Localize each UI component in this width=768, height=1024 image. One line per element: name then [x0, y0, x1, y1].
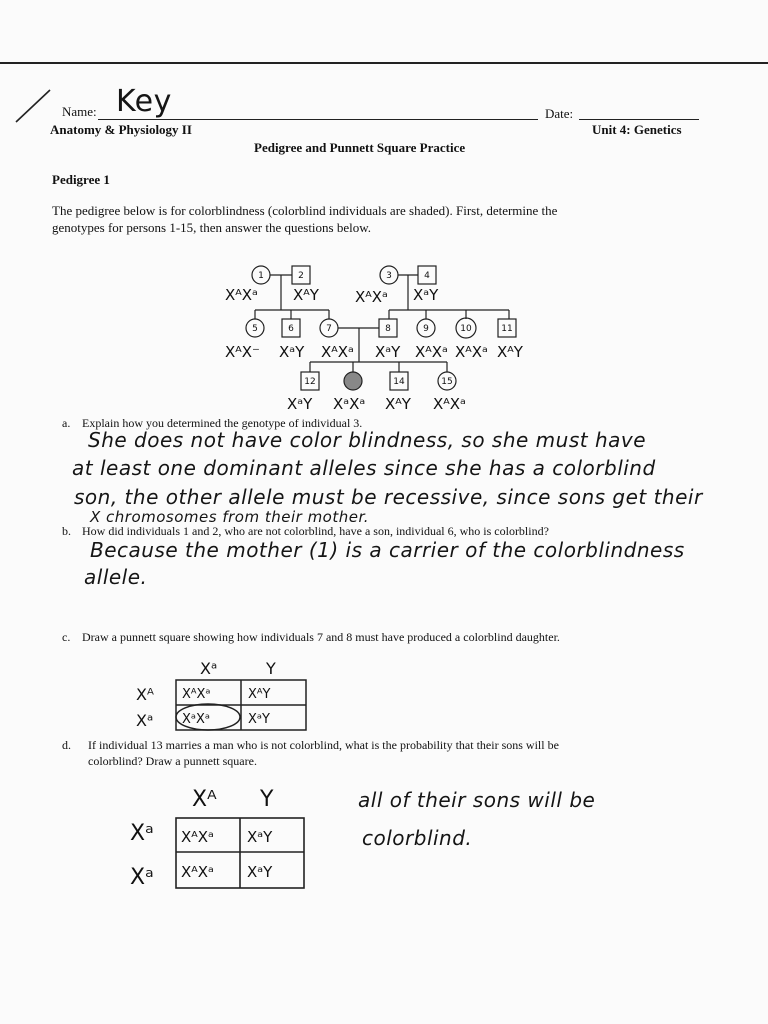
answer-b-line-2: allele. [84, 565, 148, 589]
punnett-c-cell-1-2: XᴬY [248, 687, 271, 702]
question-b-text: How did individuals 1 and 2, who are not colorblind, have a son, individual 6, who is colorblind? [82, 524, 549, 538]
person-10-label: 10 [460, 324, 472, 334]
name-label: Name: [62, 104, 97, 119]
person-5-label: 5 [252, 324, 258, 334]
person-10-genotype: XᴬXᵃ [455, 343, 488, 361]
punnett-square-d [126, 772, 326, 902]
punnett-d-cell-1-1: XᴬXᵃ [181, 828, 214, 846]
punnett-d-cell-2-2: XᵃY [247, 863, 273, 881]
punnett-c-cell-2-2: XᵃY [248, 712, 270, 727]
date-underline [579, 119, 699, 120]
person-11-genotype: XᴬY [497, 343, 523, 361]
person-4-label: 4 [424, 271, 430, 281]
course-title: Anatomy & Physiology II [50, 122, 192, 137]
name-underline [98, 119, 538, 120]
punnett-c-col-1: Xᵃ [200, 659, 218, 678]
question-b-label: b. [62, 524, 71, 538]
person-8-genotype: XᵃY [375, 343, 401, 361]
date-label: Date: [545, 106, 574, 121]
person-5-genotype: XᴬX⁻ [225, 343, 260, 361]
person-15-genotype: XᴬXᵃ [433, 395, 466, 413]
person-7-label: 7 [326, 324, 332, 334]
punnett-c-row-1: Xᴬ [136, 685, 154, 704]
punnett-d-col-2: Y [260, 787, 274, 812]
person-6-label: 6 [288, 324, 294, 334]
person-8-label: 8 [385, 324, 391, 334]
person-9-genotype: XᴬXᵃ [415, 343, 448, 361]
person-14-genotype: XᴬY [385, 395, 411, 413]
answer-a-line-3: son, the other allele must be recessive, since sons get their [74, 485, 703, 509]
person-13-genotype: XᵃXᵃ [333, 395, 366, 413]
answer-b-line-1: Because the mother (1) is a carrier of the colorblindness [90, 538, 685, 562]
page-top-rule [0, 62, 768, 64]
question-c-label: c. [62, 630, 71, 644]
answer-a-line-4: X chromosomes from their mother. [90, 508, 370, 526]
intro-line-2: genotypes for persons 1-15, then answer the questions below. [52, 220, 372, 235]
punnett-d-row-1: Xᵃ [130, 821, 154, 846]
person-7-genotype: XᴬXᵃ [321, 343, 354, 361]
person-14-label: 14 [393, 377, 405, 387]
punnett-d-col-1: Xᴬ [192, 787, 217, 812]
unit-title: Unit 4: Genetics [592, 122, 682, 137]
answer-d-line-2: colorblind. [362, 826, 473, 850]
pedigree-chart [215, 262, 545, 418]
punnett-d-cell-1-2: XᵃY [247, 828, 273, 846]
section-title: Pedigree 1 [52, 172, 110, 187]
question-d-text-2: colorblind? Draw a punnett square. [88, 754, 257, 768]
answer-a-line-1: She does not have color blindness, so she must have [88, 428, 647, 452]
person-4-genotype: XᵃY [413, 286, 439, 304]
punnett-c-cell-2-1: XᵃXᵃ [182, 712, 210, 727]
person-15-label: 15 [441, 377, 453, 387]
punnett-c-col-2: Y [266, 659, 276, 678]
person-13-symbol [344, 372, 362, 390]
question-a-text: Explain how you determined the genotype of individual 3. [82, 416, 363, 430]
question-a-label: a. [62, 416, 71, 430]
person-1-genotype: XᴬXᵃ [225, 286, 258, 304]
page-title: Pedigree and Punnett Square Practice [254, 140, 466, 155]
person-2-genotype: XᴬY [293, 286, 319, 304]
person-9-label: 9 [423, 324, 429, 334]
punnett-square-c [130, 650, 320, 740]
punnett-d-row-2: Xᵃ [130, 865, 154, 890]
answer-a-line-2: at least one dominant alleles since she has a colorblind [72, 456, 656, 480]
person-12-label: 12 [304, 377, 316, 387]
question-c-text: Draw a punnett square showing how individuals 7 and 8 must have produced a colorblind daughter. [82, 630, 560, 644]
person-2-label: 2 [298, 271, 304, 281]
question-d-label: d. [62, 738, 71, 752]
person-11-label: 11 [501, 324, 513, 334]
person-3-genotype: XᴬXᵃ [355, 288, 388, 306]
pen-slash-mark [14, 86, 54, 126]
intro-line-1: The pedigree below is for colorblindness (colorblind individuals are shaded). First, determine the [52, 203, 558, 218]
person-3-label: 3 [386, 271, 392, 281]
answer-d-line-1: all of their sons will be [358, 788, 596, 812]
name-value: Key [116, 84, 172, 119]
question-d-text-1: If individual 13 marries a man who is not colorblind, what is the probability that their sons will be [88, 738, 559, 752]
person-12-genotype: XᵃY [287, 395, 313, 413]
person-6-genotype: XᵃY [279, 343, 305, 361]
punnett-d-cell-2-1: XᴬXᵃ [181, 863, 214, 881]
punnett-c-row-2: Xᵃ [136, 711, 154, 730]
person-1-label: 1 [258, 271, 264, 281]
punnett-c-cell-1-1: XᴬXᵃ [182, 687, 211, 702]
